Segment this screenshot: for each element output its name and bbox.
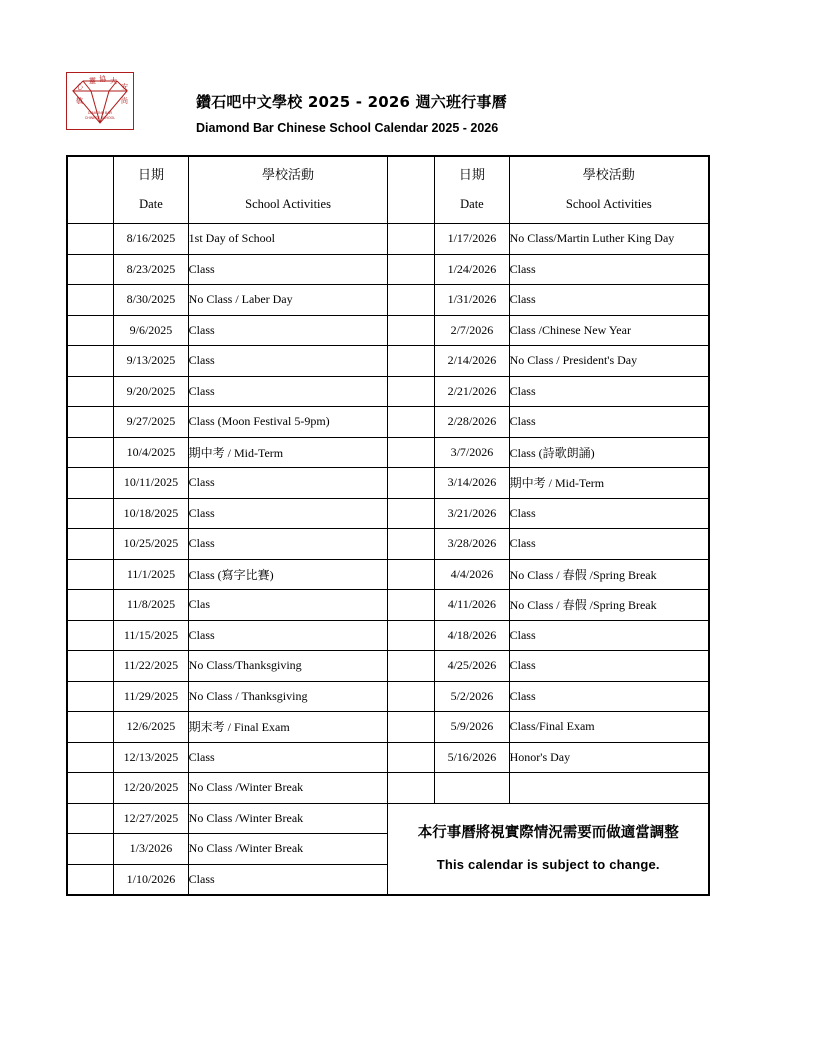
row-date-left: 11/1/2025 bbox=[114, 559, 188, 590]
row-marker-left bbox=[67, 651, 114, 682]
row-activity-right: Class bbox=[509, 651, 709, 682]
row-date-left: 11/8/2025 bbox=[114, 590, 188, 621]
table-row bbox=[67, 376, 709, 407]
school-logo bbox=[66, 72, 134, 130]
row-date-right: 3/7/2026 bbox=[435, 437, 509, 468]
table-row bbox=[67, 437, 709, 468]
row-date-right: 2/14/2026 bbox=[435, 346, 509, 377]
row-activity-left: No Class / Laber Day bbox=[188, 285, 388, 316]
row-marker-left bbox=[67, 468, 114, 499]
row-date-left: 9/27/2025 bbox=[114, 407, 188, 438]
row-activity-left: No Class / Thanksgiving bbox=[188, 681, 388, 712]
table-row bbox=[67, 620, 709, 651]
row-activity-left: No Class/Thanksgiving bbox=[188, 651, 388, 682]
table-header-row bbox=[67, 156, 709, 224]
row-marker-left bbox=[67, 315, 114, 346]
header-activities-right bbox=[509, 156, 709, 224]
row-activity-left: No Class /Winter Break bbox=[188, 803, 388, 834]
row-marker-right bbox=[388, 437, 435, 468]
row-activity-right: Class bbox=[509, 407, 709, 438]
row-activity-right: Class bbox=[509, 529, 709, 560]
row-date-left: 10/11/2025 bbox=[114, 468, 188, 499]
row-date-right: 2/28/2026 bbox=[435, 407, 509, 438]
table-row bbox=[67, 559, 709, 590]
svg-text:CHINESE SCHOOL: CHINESE SCHOOL bbox=[84, 116, 116, 120]
row-activity-right: Honor's Day bbox=[509, 742, 709, 773]
table-row bbox=[67, 498, 709, 529]
table-row bbox=[67, 407, 709, 438]
calendar-table bbox=[66, 155, 710, 896]
row-activity-right: Class/Final Exam bbox=[509, 712, 709, 743]
row-marker-right bbox=[388, 376, 435, 407]
header-activities-en-right: School Activities bbox=[565, 197, 652, 211]
row-marker-left bbox=[67, 559, 114, 590]
row-activity-left: 1st Day of School bbox=[188, 224, 388, 255]
header-date-left bbox=[114, 156, 188, 224]
svg-text:DIAMOND BAR: DIAMOND BAR bbox=[88, 111, 112, 115]
header-marker-right bbox=[388, 156, 435, 224]
row-activity-left: Class bbox=[188, 376, 388, 407]
row-date-left: 10/25/2025 bbox=[114, 529, 188, 560]
row-marker-left bbox=[67, 254, 114, 285]
row-date-right: 3/28/2026 bbox=[435, 529, 509, 560]
table-row bbox=[67, 285, 709, 316]
row-activity-left: Class bbox=[188, 468, 388, 499]
svg-text:大: 大 bbox=[110, 77, 117, 85]
row-activity-right: Class bbox=[509, 681, 709, 712]
row-date-right: 1/31/2026 bbox=[435, 285, 509, 316]
page-title-cn: 鑽石吧中文學校 2025 - 2026 週六班行事曆 bbox=[196, 93, 507, 111]
row-activity-left: Class bbox=[188, 346, 388, 377]
row-marker-right bbox=[388, 468, 435, 499]
row-activity-left: Class (寫字比賽) bbox=[188, 559, 388, 590]
row-marker-right bbox=[388, 712, 435, 743]
row-marker-left bbox=[67, 742, 114, 773]
page-title-en: Diamond Bar Chinese School Calendar 2025 - 2026 bbox=[196, 121, 499, 135]
row-date-right: 1/17/2026 bbox=[435, 224, 509, 255]
row-marker-right bbox=[388, 559, 435, 590]
row-date-right: 2/7/2026 bbox=[435, 315, 509, 346]
table-row bbox=[67, 712, 709, 743]
row-date-left: 9/13/2025 bbox=[114, 346, 188, 377]
row-date-left: 12/6/2025 bbox=[114, 712, 188, 743]
row-marker-left bbox=[67, 620, 114, 651]
row-marker-left bbox=[67, 529, 114, 560]
calendar-note bbox=[388, 803, 709, 895]
row-date-right: 5/2/2026 bbox=[435, 681, 509, 712]
table-row bbox=[67, 742, 709, 773]
header-marker-left bbox=[67, 156, 114, 224]
row-date-left: 1/10/2026 bbox=[114, 864, 188, 895]
row-date-left: 1/3/2026 bbox=[114, 834, 188, 865]
calendar-table-wrapper bbox=[66, 155, 710, 896]
row-date-right bbox=[435, 773, 509, 804]
row-marker-left bbox=[67, 376, 114, 407]
row-marker-right bbox=[388, 224, 435, 255]
row-activity-right: No Class/Martin Luther King Day bbox=[509, 224, 709, 255]
row-activity-left: Clas bbox=[188, 590, 388, 621]
row-date-left: 12/20/2025 bbox=[114, 773, 188, 804]
row-marker-right bbox=[388, 742, 435, 773]
row-activity-right: Class bbox=[509, 498, 709, 529]
row-date-right: 3/21/2026 bbox=[435, 498, 509, 529]
row-date-left: 10/4/2025 bbox=[114, 437, 188, 468]
header-activities-cn-right: 學校活動 bbox=[582, 168, 635, 183]
row-marker-left bbox=[67, 803, 114, 834]
svg-text:心: 心 bbox=[76, 83, 83, 91]
row-activity-left: 期末考 / Final Exam bbox=[188, 712, 388, 743]
row-activity-right: Class /Chinese New Year bbox=[509, 315, 709, 346]
header-date-en-right: Date bbox=[460, 197, 484, 211]
svg-text:安: 安 bbox=[121, 83, 128, 91]
table-row bbox=[67, 681, 709, 712]
title-block bbox=[196, 92, 696, 137]
row-marker-right bbox=[388, 773, 435, 804]
row-marker-left bbox=[67, 437, 114, 468]
row-marker-right bbox=[388, 529, 435, 560]
row-marker-left bbox=[67, 681, 114, 712]
row-marker-right bbox=[388, 254, 435, 285]
row-date-left: 11/15/2025 bbox=[114, 620, 188, 651]
row-activity-right: No Class / 春假 /Spring Break bbox=[509, 559, 709, 590]
header-activities-cn-left: 學校活動 bbox=[262, 168, 315, 183]
table-row bbox=[67, 590, 709, 621]
row-marker-right bbox=[388, 681, 435, 712]
row-date-left: 8/16/2025 bbox=[114, 224, 188, 255]
row-date-left: 8/23/2025 bbox=[114, 254, 188, 285]
row-marker-right bbox=[388, 315, 435, 346]
header-date-cn-left: 日期 bbox=[137, 168, 164, 183]
row-date-right: 4/4/2026 bbox=[435, 559, 509, 590]
row-marker-right bbox=[388, 407, 435, 438]
row-marker-left bbox=[67, 224, 114, 255]
row-date-right: 3/14/2026 bbox=[435, 468, 509, 499]
row-activity-right: No Class / President's Day bbox=[509, 346, 709, 377]
header-activities-left bbox=[188, 156, 388, 224]
row-date-right: 1/24/2026 bbox=[435, 254, 509, 285]
row-date-right: 4/25/2026 bbox=[435, 651, 509, 682]
header-date-right bbox=[435, 156, 509, 224]
table-row bbox=[67, 254, 709, 285]
row-marker-left bbox=[67, 407, 114, 438]
row-activity-left: Class bbox=[188, 315, 388, 346]
row-marker-left bbox=[67, 346, 114, 377]
calendar-note-cn: 本行事曆將視實際情況需要而做適當調整 bbox=[417, 824, 679, 841]
row-marker-left bbox=[67, 712, 114, 743]
table-row bbox=[67, 773, 709, 804]
row-marker-left bbox=[67, 285, 114, 316]
row-date-right: 4/11/2026 bbox=[435, 590, 509, 621]
row-activity-left: Class bbox=[188, 742, 388, 773]
row-date-left: 9/20/2025 bbox=[114, 376, 188, 407]
row-date-left: 10/18/2025 bbox=[114, 498, 188, 529]
row-date-left: 8/30/2025 bbox=[114, 285, 188, 316]
row-activity-right bbox=[509, 773, 709, 804]
row-marker-right bbox=[388, 498, 435, 529]
row-marker-right bbox=[388, 620, 435, 651]
row-activity-left: Class (Moon Festival 5-9pm) bbox=[188, 407, 388, 438]
header-date-en-left: Date bbox=[139, 197, 163, 211]
table-row bbox=[67, 529, 709, 560]
table-row bbox=[67, 651, 709, 682]
row-activity-left: Class bbox=[188, 498, 388, 529]
svg-text:靈: 靈 bbox=[89, 77, 96, 85]
row-activity-left: No Class /Winter Break bbox=[188, 834, 388, 865]
row-marker-left bbox=[67, 864, 114, 895]
row-marker-right bbox=[388, 285, 435, 316]
row-marker-right bbox=[388, 590, 435, 621]
row-activity-left: Class bbox=[188, 620, 388, 651]
row-activity-right: Class bbox=[509, 254, 709, 285]
row-activity-right: Class bbox=[509, 620, 709, 651]
row-marker-left bbox=[67, 773, 114, 804]
table-row bbox=[67, 468, 709, 499]
row-date-left: 12/13/2025 bbox=[114, 742, 188, 773]
row-date-right: 4/18/2026 bbox=[435, 620, 509, 651]
row-marker-left bbox=[67, 498, 114, 529]
row-activity-right: Class bbox=[509, 285, 709, 316]
row-date-left: 11/22/2025 bbox=[114, 651, 188, 682]
row-activity-right: Class (詩歌朗誦) bbox=[509, 437, 709, 468]
calendar-note-en: This calendar is subject to change. bbox=[436, 856, 660, 872]
row-activity-right: 期中考 / Mid-Term bbox=[509, 468, 709, 499]
table-row bbox=[67, 315, 709, 346]
row-activity-left: 期中考 / Mid-Term bbox=[188, 437, 388, 468]
row-date-right: 5/9/2026 bbox=[435, 712, 509, 743]
row-activity-left: Class bbox=[188, 864, 388, 895]
row-activity-left: Class bbox=[188, 529, 388, 560]
row-date-left: 12/27/2025 bbox=[114, 803, 188, 834]
table-row bbox=[67, 803, 709, 834]
row-marker-left bbox=[67, 590, 114, 621]
row-date-left: 11/29/2025 bbox=[114, 681, 188, 712]
row-marker-right bbox=[388, 346, 435, 377]
row-marker-right bbox=[388, 651, 435, 682]
row-marker-left bbox=[67, 834, 114, 865]
svg-text:敬: 敬 bbox=[76, 97, 83, 105]
row-date-right: 2/21/2026 bbox=[435, 376, 509, 407]
table-row bbox=[67, 224, 709, 255]
header-date-cn-right: 日期 bbox=[458, 168, 485, 183]
row-date-right: 5/16/2026 bbox=[435, 742, 509, 773]
document-header bbox=[66, 72, 711, 144]
svg-text:協: 協 bbox=[99, 75, 106, 83]
row-activity-left: Class bbox=[188, 254, 388, 285]
row-date-left: 9/6/2025 bbox=[114, 315, 188, 346]
header-activities-en-left: School Activities bbox=[245, 197, 331, 211]
row-activity-left: No Class /Winter Break bbox=[188, 773, 388, 804]
svg-text:尚: 尚 bbox=[121, 97, 128, 105]
table-row bbox=[67, 346, 709, 377]
row-activity-right: No Class / 春假 /Spring Break bbox=[509, 590, 709, 621]
row-activity-right: Class bbox=[509, 376, 709, 407]
